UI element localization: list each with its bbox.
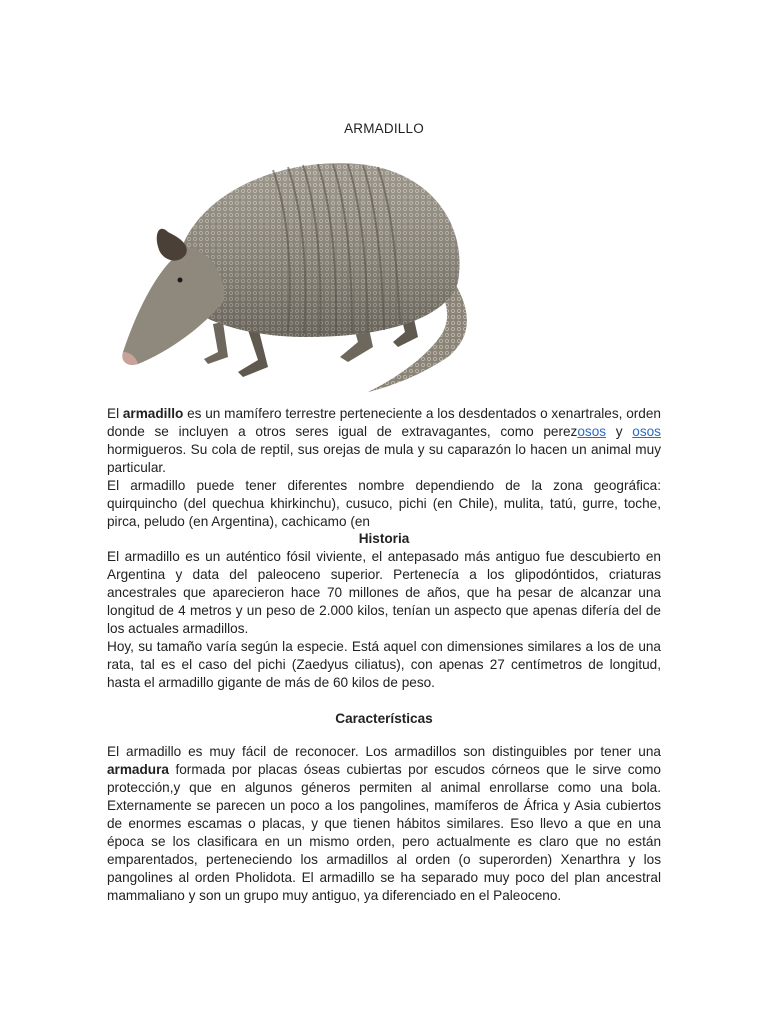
intro-text-c: hormigueros. Su cola de reptil, sus orejas de mula y su caparazón lo hacen un animal muy particular. <box>107 442 661 475</box>
page-title: ARMADILLO <box>344 121 424 136</box>
intro-section <box>107 405 661 531</box>
historia-paragraph-1: El armadillo es un auténtico fósil viviente, el antepasado más antiguo fue descubierto en Argentina y data del paleoceno superior. Pertenecía a los glipodóntidos, criaturas ancestrales que aparecieron hace 70 millones de años, que ha pesar de alcanzar una longitud de 4 metros y un peso de 2.000 kilos, tenían un aspecto que apenas difería del de los actuales armadillos. <box>107 549 661 636</box>
intro-paragraph-1 <box>107 405 661 477</box>
caracteristicas-section <box>107 743 661 905</box>
caracteristicas-bold-term: armadura <box>107 762 169 777</box>
historia-paragraph-2: Hoy, su tamaño varía según la especie. Está aquel con dimensiones similares a los de una rata, tal es el caso del pichi (Zaedyus ciliatus), con apenas 27 centímetros de longitud, hasta el armadillo gigante de más de 60 kilos de peso. <box>107 639 661 690</box>
intro-text-a: es un mamífero terrestre perteneciente a los desdentados o xenartrales, orden donde se incluyen a otros seres igual de extravagantes, como perez <box>107 406 661 439</box>
caracteristicas-heading: Características <box>335 711 433 726</box>
intro-prefix: El <box>107 406 123 421</box>
historia-section <box>107 548 661 692</box>
intro-bold-term: armadillo <box>122 406 184 421</box>
link-osos-2[interactable]: osos <box>632 424 661 439</box>
caracteristicas-text-b: formada por placas óseas cubiertas por escudos córneos que le sirve como protección,y que en algunos géneros permiten al animal enrollarse como una bola. Externamente se parecen un poco a los pangolines, mamíferos de África y Asia cubiertos de enormes escamas o placas, y que tienen hábitos similares. Eso llevo a que en una época se los clasificara en un mismo orden, pero actualmente es claro que no están emparentados, perteneciendo los armadillos al orden (o superorden) Xenarthra y los pangolines al orden Pholidota. El armadillo se ha separado muy poco del plan ancestral mammaliano y son un grupo muy antiguo, ya diferenciado en el Paleoceno. <box>107 762 661 903</box>
intro-text-b: y <box>606 424 633 439</box>
caracteristicas-paragraph-1 <box>107 743 661 905</box>
intro-paragraph-2: El armadillo puede tener diferentes nombre dependiendo de la zona geográfica: quirquincho (del quechua khirkinchu), cusuco, pichi (en Chile), mulita, tatú, gurre, toche, pirca, peludo (en Argentina), cachicamo (en <box>107 478 661 529</box>
armadillo-image <box>108 152 488 402</box>
caracteristicas-text-a: El armadillo es muy fácil de reconocer. Los armadillos son distinguibles por tener una <box>107 744 661 759</box>
historia-heading: Historia <box>358 531 410 546</box>
link-osos-1[interactable]: osos <box>577 424 607 439</box>
